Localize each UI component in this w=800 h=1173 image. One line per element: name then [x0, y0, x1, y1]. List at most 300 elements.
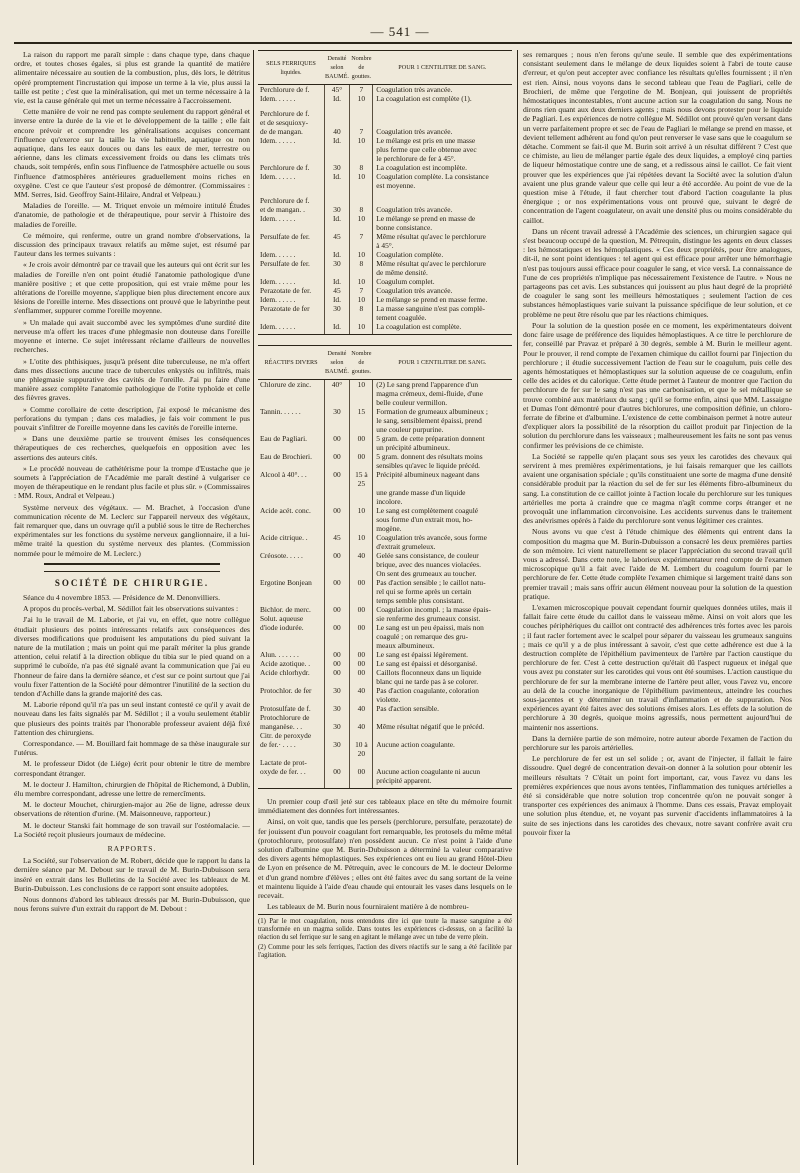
table-cell: Pas d'action sensible ; le caillot natu- [373, 578, 512, 587]
table-cell: mogène. [373, 524, 512, 533]
table-row [258, 731, 512, 740]
table-cell [350, 776, 373, 789]
column-right [523, 50, 792, 1170]
table-row [258, 641, 512, 650]
table-cell: manganèse. . . [260, 722, 303, 731]
table-cell: Formation de grumeaux albumineux ; [373, 407, 512, 416]
table-cell: Acide chlorhydr. [260, 668, 310, 677]
table-row [258, 605, 512, 614]
table-row [258, 136, 512, 145]
table-cell: Id. [324, 94, 350, 103]
table-cell: 00 [324, 623, 350, 632]
paragraph: Le perchlorure de fer est un sel solide ; or, avant de l'injecter, il fallait le faire dissoudre. Quel degré de concentration devait-on donner à la solution pour obtenir les meilleurs résultats ? C'était un point fort important, car, vous l'avez vu dans les premières expériences que nous avons tentées, l'inflammation des tuniques artérielles a été si considérable que notre solution trop concentrée qu'on ne pouvait songer à transporter ces expériences des animaux à l'homme. Dans ces essais, Pravaz employait une solution plus étendue, et, ne voyant pas survenir d'accidents inflammatoires à la suite de ses injections dans les carotides des chevaux, notre savant confrère avait cru pouvoir fixer la [523, 754, 792, 837]
table-row [258, 767, 512, 776]
table-cell: 10 à 20 [350, 740, 373, 758]
table-cell: 00 [350, 623, 373, 632]
table-cell [350, 695, 373, 704]
table-cell: le sang, sensiblement épaissi, prend [373, 416, 512, 425]
table-cell: Coagulation très avancée. [373, 205, 512, 214]
table-cell: Créosote. . . . . [260, 551, 303, 560]
table-row [258, 623, 512, 632]
table-cell [324, 695, 350, 704]
table-row [258, 551, 512, 560]
table-cell [324, 596, 350, 605]
table-row [258, 109, 512, 118]
table-cell: tement coagulée. [373, 313, 512, 322]
table-header-cell: RÉACTIFS DIVERS [258, 346, 324, 380]
table-cell: Aucune action coagulante. [373, 740, 512, 758]
footnote: (1) Par le mot coagulation, nous entendons dire ici que toute la masse sanguine a été transformée en un magma solide. Dans toutes les expériences ci-dessus, on a facilité la réaction du sel ferrique sur le sang en agitant le mélange avec un tube de verre plein. [258, 918, 512, 942]
table-cell: 00 [324, 434, 350, 443]
table-cell: La coagulation est complète (1). [373, 94, 512, 103]
table-cell [324, 416, 350, 425]
table-cell [258, 641, 324, 650]
table-cell: belle couleur vermillon. [373, 398, 512, 407]
table-row [258, 740, 512, 758]
table-cell: oxyde de fer. . . [260, 767, 306, 776]
table-cell [350, 196, 373, 205]
paragraph: Dans la dernière partie de son mémoire, notre auteur aborde l'examen de l'action du perchlorure sur les parois artérielles. [523, 733, 792, 753]
table-cell: une grande masse d'un liquide [373, 488, 512, 497]
table-cell [324, 515, 350, 524]
table-cell: Protochlor. de fer [260, 686, 312, 695]
table-row [258, 181, 512, 190]
paragraph: Nous donnons d'abord les tableaux dressés par M. Burin-Dubuisson, que nous ferons suivre d'un extrait du rapport de M. Debout : [14, 895, 250, 914]
table-cell [324, 425, 350, 434]
table-cell: Alcool à 40°. . . [260, 470, 307, 479]
paragraph: L'examen microscopique pouvait cependant fournir quelques données utiles, mais il fallait faire cette étude du caillot dans le vaisseau même. Ainsi on voit alors que les couches périphériques du caillot ont contracté des adhérences très fortes avec les parois ; il faut racler fortement avec le scalpel pour séparer du vaisseau les grumeaux sanguins ; mais ce qu'il y a de plus intéressant à savoir, c'est que cette adhérence est due à la destruction complète de l'épithélium pavimenteux de l'artère par l'action caustique du perchlorure de fer. C'est à cette destruction qu'était dû l'aspect rugueux et inégal que vous avez pu constater sur les carotides qui vous ont été soumises. L'action caustique du perchlorure de fer sur la membrane interne de l'artère peut aller, vous l'avez vu, encore au delà de la couche inorganique de l'épithélium pavimenteux, atteindre les couches sous-jacentes et y déterminer un travail d'inflammation et de suppuration. Nos expériences ayant été faites avec des solutions émises alors. Les effets de la solution de perchlorure à 30 degrés, quoique moins agressifs, nous permettent aujourd'hui de maintenir nos assertions. [523, 602, 792, 732]
paragraph: M. le docteur Stanski fait hommage de son travail sur l'ostéomalacie. — La Société reçoit plusieurs journaux de médecine. [14, 820, 250, 839]
table-cell: Id. [324, 250, 350, 259]
table-cell: 10 [350, 295, 373, 304]
table-cell [350, 731, 373, 740]
table-cell: 7 [350, 85, 373, 95]
table-cell [258, 776, 324, 789]
table-cell: 00 [350, 650, 373, 659]
table-cell: (2) Le sang prend l'apparence d'un [373, 380, 512, 390]
table-cell: Perchlorure de f. [260, 163, 310, 172]
table-row [258, 452, 512, 461]
column-center-text [258, 797, 512, 911]
table-row [258, 515, 512, 524]
table-cell: On sent des grumeaux au toucher. [373, 569, 512, 578]
table-row [258, 259, 512, 268]
table-cell [324, 109, 350, 118]
header-rule [14, 42, 792, 44]
table-cell [373, 731, 512, 740]
table-cell [324, 154, 350, 163]
table-cell: 00 [324, 506, 350, 515]
footnote: (2) Comme pour les sels ferriques, l'action des divers réactifs sur le sang a été facilitée par l'agitation. [258, 944, 512, 960]
table-cell: 10 [350, 533, 373, 542]
table-cell: 10 [350, 136, 373, 145]
table-cell [258, 515, 324, 524]
table-cell [324, 542, 350, 551]
table-cell [350, 109, 373, 118]
table-row [258, 668, 512, 677]
table-cell: 40 [350, 551, 373, 560]
table-row [258, 632, 512, 641]
table-row [258, 488, 512, 497]
table-cell: précipité apparent. [373, 776, 512, 789]
table-cell: sous forme d'un extrait mou, ho- [373, 515, 512, 524]
paragraph: « Je crois avoir démontré par ce travail que les auteurs qui ont écrit sur les maladies de l'oreille n'en ont point étudié l'anatomie pathologique d'une manière positive ; et que cette proposition, qui est vraie même pour les altérations de l'oreille moyenne, s'applique bien plus directement encore aux lésions de l'oreille interne. Mes dissections ont prouvé que le labyrinthe peut s'enflammer, suppurer comme l'oreille moyenne. [14, 260, 250, 316]
table-cell [324, 632, 350, 641]
table-row [258, 434, 512, 443]
table-cell: Aucune action coagulante ni aucun [373, 767, 512, 776]
table-cell: à 45°. [373, 241, 512, 250]
table-cell [324, 313, 350, 322]
table-row [258, 172, 512, 181]
table-cell [258, 542, 324, 551]
table-cell: Protosulfate de f. [260, 704, 311, 713]
table-cell [258, 154, 324, 163]
table-cell: 30 [324, 304, 350, 313]
footnotes [258, 914, 512, 960]
table-cell: 5 gram. donnent des résultats moins [373, 452, 512, 461]
table-cell: 15 [350, 407, 373, 416]
table-cell [324, 488, 350, 497]
paragraph: » Comme corollaire de cette description, j'ai exposé le mécanisme des perforations du tympan ; dans ces maladies, je fais voir comment le pus pouvait s'infiltrer de l'oreille moyenne dans les cavités de l'oreille interne. [14, 404, 250, 432]
table-row [258, 533, 512, 542]
table-cell [324, 641, 350, 650]
table-cell: plus ferme que celle obtenue avec [373, 145, 512, 154]
table-cell: 10 [350, 94, 373, 103]
table-cell: Caillots floconneux dans un liquide [373, 668, 512, 677]
table-cell [258, 145, 324, 154]
table-cell [350, 488, 373, 497]
table-cell: La masse sanguine n'est pas complè- [373, 304, 512, 313]
table-cell: et de mangan. . [260, 205, 305, 214]
table-cell: 00 [350, 578, 373, 587]
table-cell: 10 [350, 250, 373, 259]
table-cell: Id. [324, 277, 350, 286]
table-cell: incolore. [373, 497, 512, 506]
table-cell: Idem. . . . . . [260, 277, 296, 286]
table-cell: 8 [350, 205, 373, 214]
paragraph: M. le docteur J. Hamilton, chirurgien de l'hôpital de Richemond, à Dublin, élu membre correspondant, adresse une lettre de remercîments. [14, 779, 250, 799]
table-cell [324, 677, 350, 686]
paragraph: M. le docteur Mouchet, chirurgien-major au 26e de ligne, adresse deux observations de rétention d'urine. (M. Maisonneuve, rapporteur.) [14, 800, 250, 819]
table-cell: Idem. . . . . . [260, 94, 296, 103]
table-cell: Perazotate de fer [260, 304, 310, 313]
table-cell [350, 154, 373, 163]
table-cell [350, 223, 373, 232]
table-cell [350, 145, 373, 154]
table-cell: d'iode iodurée. [260, 623, 304, 632]
table-row [258, 713, 512, 722]
table-cell: 40 [350, 722, 373, 731]
section-heading: RAPPORTS. [107, 844, 157, 854]
table-cell [258, 398, 324, 407]
table-cell [324, 713, 350, 722]
paragraph: Cette manière de voir ne rend pas compte seulement du rapport général et inverse entre la durée de la vie et le développement de la taille ; elle fait encore prévoir et comprendre les généralisations acquises concernant l'influence qu'exerce sur la taille la vie habituelle, aquatique ou non aquatique, dans les eaux douces ou dans les eaux de mer, terrestre ou aérienne, dans les climats excessivement froids ou dans les climats très chauds, soit tempérés, enfin sous l'influence de l'atmosphère actuelle ou sous l'influence d'atmosphères antérieures graduellement moins riches en oxygène. C'est ce que l'auteur s'est proposé de démontrer. (Commissaires : MM. Serres, Isid. Geoffroy Saint-Hilaire, Andral et Velpeau.) [14, 107, 250, 200]
table-cell [324, 461, 350, 470]
table-cell [324, 614, 350, 623]
table-cell: de fer.· . . . . [260, 740, 296, 749]
table-cell: Coagulation très avancée, sous forme [373, 533, 512, 542]
column-divider-right [517, 50, 518, 1165]
table-row [258, 389, 512, 398]
table-cell [350, 268, 373, 277]
table-cell: Le mélange est pris en une masse [373, 136, 512, 145]
paragraph: Les tableaux de M. Burin nous fourniraient matière à de nombreu- [267, 902, 469, 912]
table-header-cell: POUR 1 CENTILITRE DE SANG. [373, 346, 512, 380]
table-cell [258, 461, 324, 470]
table-row [258, 695, 512, 704]
table-cell: Protochlorure de [260, 713, 310, 722]
table-cell: 7 [350, 127, 373, 136]
table-cell: Eau de Brochieri. [260, 452, 312, 461]
table-cell [373, 713, 512, 722]
table-cell [258, 677, 324, 686]
paragraph: Maladies de l'oreille. — M. Triquet envoie un mémoire intitulé Études d'anatomie, de pathologie et de thérapeutique, pour servir à l'histoire des maladies de l'oreille. [14, 201, 250, 229]
table-cell [350, 632, 373, 641]
table-cell [258, 268, 324, 277]
table-cell [258, 596, 324, 605]
table-cell: Perazotate de fer. [260, 286, 312, 295]
table-row [258, 163, 512, 172]
table-cell [373, 196, 512, 205]
table-cell: Le sang est un peu épaissi, mais non [373, 623, 512, 632]
table-cell: sie renferme des grumeaux consist. [373, 614, 512, 623]
table-cell [350, 461, 373, 470]
table-cell [350, 443, 373, 452]
table-cell: 00 [324, 578, 350, 587]
table-cell [324, 497, 350, 506]
table-cell: 00 [324, 650, 350, 659]
table-cell: Idem. . . . . . [258, 322, 324, 335]
table-cell: Lactate de prot- [260, 758, 307, 767]
table-cell: Acide citrique. . [260, 533, 308, 542]
table-cell [324, 398, 350, 407]
table-cell: 00 [324, 470, 350, 488]
table-row [258, 569, 512, 578]
table-row [258, 524, 512, 533]
table-cell [324, 181, 350, 190]
paragraph: » Un malade qui avait succombé avec les symptômes d'une surdité dite nerveuse m'a offert les traces d'une phlegmasie non douteuse dans l'oreille moyenne et interne. Ce sujet intéressant réclame d'ailleurs de nouvelles recherches. [14, 317, 250, 355]
table-row [258, 205, 512, 214]
table-cell: Perchlorure de f. [260, 196, 310, 205]
table-row [258, 578, 512, 587]
paragraph: » Dans une deuxième partie se trouvent émises les conséquences thérapeutiques de ces recherches, quelquefois en opposition avec les assertions des auteurs cités. [14, 434, 250, 462]
table-cell: 40 [350, 686, 373, 695]
column-center [258, 50, 512, 1170]
table-cell: 00 [324, 551, 350, 560]
table-row [258, 506, 512, 515]
table-cell: de de mangan. [260, 127, 303, 136]
table-cell: meaux albumineux. [373, 641, 512, 650]
paragraph: » Le procédé nouveau de cathétérisme pour la trompe d'Eustache que je soumets à l'appréciation de l'Académie me paraît destiné à vulgariser ce moyen de thérapeutique en le rendant plus facile et plus sûr. » (Commissaires : MM. Roux, Andral et Velpeau.) [14, 463, 250, 501]
table-cell: 00 [350, 668, 373, 677]
table-cell [324, 524, 350, 533]
table-cell: Solut. aqueuse [260, 614, 304, 623]
table-row [258, 560, 512, 569]
table-cell: Le sang est épaissi et désorganisé. [373, 659, 512, 668]
table-cell [350, 677, 373, 686]
table-cell [258, 181, 324, 190]
table-row [258, 313, 512, 322]
table-cell [258, 425, 324, 434]
table-cell [350, 398, 373, 407]
table-cell: est moyenne. [373, 181, 512, 190]
table-cell: La coagulation est incomplète. [373, 163, 512, 172]
table-cell: Persulfate de fer. [260, 232, 310, 241]
table-cell: Acide acét. conc. [260, 506, 311, 515]
table-cell: bonne consistance. [373, 223, 512, 232]
ferric-salts-table [258, 50, 512, 335]
table-cell: Idem. . . . . . [260, 136, 296, 145]
table-cell [350, 524, 373, 533]
table-row [258, 118, 512, 127]
table-cell: une couleur purpurine. [373, 425, 512, 434]
table-cell: Coagulation complète. La consistance [373, 172, 512, 181]
table-cell: 40 [324, 127, 350, 136]
table-row [258, 686, 512, 695]
table-cell: Gelée sans consistance, de couleur [373, 551, 512, 560]
table-cell: temps semble plus consistant. [373, 596, 512, 605]
table-cell: Pas d'action coagulante, coloration [373, 686, 512, 695]
table-cell: Id. [324, 214, 350, 223]
table-cell: 10 [350, 277, 373, 286]
table-cell [350, 515, 373, 524]
table-cell: 15 à 25 [350, 470, 373, 488]
table-cell [350, 614, 373, 623]
table-cell: 45° [324, 85, 350, 95]
table-row [258, 650, 512, 659]
table-row [258, 587, 512, 596]
table-cell: 00 [350, 434, 373, 443]
table-cell: Perchlorure de f. [260, 85, 310, 94]
table-cell: 8 [350, 163, 373, 172]
table-cell [258, 587, 324, 596]
table-cell: 8 [350, 304, 373, 313]
table-row [258, 758, 512, 767]
table-row [258, 145, 512, 154]
table-cell [324, 776, 350, 789]
table-header-cell: Nombre de gouttes. [350, 346, 373, 380]
table-cell: Idem. . . . . . [260, 172, 296, 181]
table-row [258, 295, 512, 304]
table-cell: blanc qui ne tarde pas à se colorer. [373, 677, 512, 686]
table-header-cell: SELS FERRIQUES liquides. [258, 51, 324, 85]
paragraph: Séance du 4 novembre 1853. — Présidence de M. Denonvilliers. [23, 592, 220, 602]
table-cell: 45 [324, 286, 350, 295]
column-left [14, 50, 250, 1170]
paragraph: Ce mémoire, qui renferme, outre un grand nombre d'observations, la discussion des principaux travaux relatifs au même sujet, est résumé par l'auteur dans les termes suivants : [14, 230, 250, 259]
table-cell: un précipité albumineux. [373, 443, 512, 452]
table-cell: 40° [324, 380, 350, 390]
table-cell [324, 731, 350, 740]
table-cell: 10 [350, 322, 373, 335]
table-cell: Coagulation complète. [373, 250, 512, 259]
paragraph: La raison du rapport me paraît simple : dans chaque type, dans chaque ordre, et toutes choses égales, si plus est grande la quantité de matière alimentaire nécessaire au soutien de la combustion, plus, dès lors, le détritus opéré promptement l'incrustation qui impose un terme à la vie, plus aussi la taille est petite ; c'est que la minéralisation, qui met un terme nécessaire à la vie, est la cause générale qui met un terme nécessaire à l'accroissement. [14, 50, 250, 106]
table-cell [350, 313, 373, 322]
table-cell [258, 695, 324, 704]
table-cell [324, 560, 350, 569]
table-cell: 00 [324, 659, 350, 668]
table-cell [258, 416, 324, 425]
table-cell: Le sang est complètement coagulé [373, 506, 512, 515]
paragraph: Correspondance. — M. Bouillard fait hommage de sa thèse inaugurale sur l'utérus. [14, 739, 250, 758]
paragraph: Système nerveux des végétaux. — M. Brachet, à l'occasion d'une communication récente de M. Leclerc sur l'appareil nerveux des végétaux, fait remarquer que, dans un ouvrage qu'il a publié sous le titre de Recherches expérimentales sur les fonctions du système nerveux ganglionnaire, il a lui-même traité la question du système nerveux des plantes. (Commission nommée pour le mémoire de M. Leclerc.) [14, 502, 250, 558]
table-cell: 10 [350, 214, 373, 223]
table-row [258, 443, 512, 452]
table-cell [324, 223, 350, 232]
table-cell: Idem. . . . . . [260, 250, 296, 259]
table-row [258, 196, 512, 205]
table-cell: 30 [324, 704, 350, 713]
table-row [258, 241, 512, 250]
ornamental-rule [44, 563, 220, 572]
table-cell: d'extrait grumeleux. [373, 542, 512, 551]
table-cell [350, 596, 373, 605]
table-row [258, 614, 512, 623]
table-header-cell: POUR 1 CENTILITRE DE SANG. [373, 51, 512, 85]
page-header [0, 24, 800, 40]
table-row [258, 380, 512, 390]
table-cell: 45 [324, 232, 350, 241]
table-cell: Le mélange se prend en masse de [373, 214, 512, 223]
table-cell: 40 [350, 704, 373, 713]
table-cell [258, 632, 324, 641]
paragraph: La Société se rappelle qu'en plaçant sous ses yeux les carotides des chevaux qui servirent à mes premières expérimentations, je lui faisais remarquer que les caillots avaient une organisation spéciale ; qu'ils constituaient une sorte de magma d'une densité considérable produit par la réaction du sel de fer sur les éléments fibro-albumineux du sang. La constitution de ce caillot jointe à l'action locale du perchlorure sur les tuniques artérielles me porta à craindre que ce magma n'agît comme corps étranger et ne provoquât une inflammation circonvoisine. Les accidents survenus dans le traitement des anévrismes opérés à l'aide du perchlorure sont venus légitimer ces craintes. [523, 451, 792, 526]
column-divider-left [253, 50, 254, 1165]
table-cell: 8 [350, 259, 373, 268]
table-cell [324, 587, 350, 596]
table-cell [373, 118, 512, 127]
table-cell: Citr. de peroxyde [260, 731, 312, 740]
table-row [258, 497, 512, 506]
table-cell: Tannin. . . . . . [260, 407, 301, 416]
table-cell: violette. [373, 695, 512, 704]
table-cell: 7 [350, 232, 373, 241]
table-cell [350, 587, 373, 596]
table-cell [350, 425, 373, 434]
table-cell: Perchlorure de f. [260, 109, 310, 118]
table-cell: Coagulation incompl. ; la masse épais- [373, 605, 512, 614]
table-cell: et de sesquioxy- [260, 118, 309, 127]
table-cell: 7 [350, 286, 373, 295]
paragraph: A propos du procès-verbal, M. Sédillot fait les observations suivantes : [23, 604, 239, 614]
table-row [258, 304, 512, 313]
table-cell: Même résultat qu'avec le perchlorure [373, 259, 512, 268]
table-cell: 10 [350, 506, 373, 515]
table-cell [258, 497, 324, 506]
table-cell: brique, avec des nuances violacées. [373, 560, 512, 569]
table-cell [324, 118, 350, 127]
table-cell: sensibles qu'avec le liquide précéd. [373, 461, 512, 470]
table-row [258, 94, 512, 103]
table-cell: Alun. . . . . . . [260, 650, 299, 659]
table-cell: Acide azotique. . [260, 659, 311, 668]
table-cell [350, 389, 373, 398]
table-cell: Bichlor. de merc. [260, 605, 311, 614]
table-cell [258, 313, 324, 322]
table-row [258, 677, 512, 686]
table-cell: Coagulum complet. [373, 277, 512, 286]
table-cell: Idem. . . . . . [260, 295, 296, 304]
table-cell [258, 488, 324, 497]
table-cell: Même résultat négatif que le précéd. [373, 722, 512, 731]
table-cell: 10 [350, 172, 373, 181]
table-cell: 00 [324, 767, 350, 776]
table-row [258, 154, 512, 163]
table-cell [324, 389, 350, 398]
table-cell: le perchlorure de fer à 45°. [373, 154, 512, 163]
table-cell: Précipité albumineux nageant dans [373, 470, 512, 488]
table-cell: 00 [350, 659, 373, 668]
